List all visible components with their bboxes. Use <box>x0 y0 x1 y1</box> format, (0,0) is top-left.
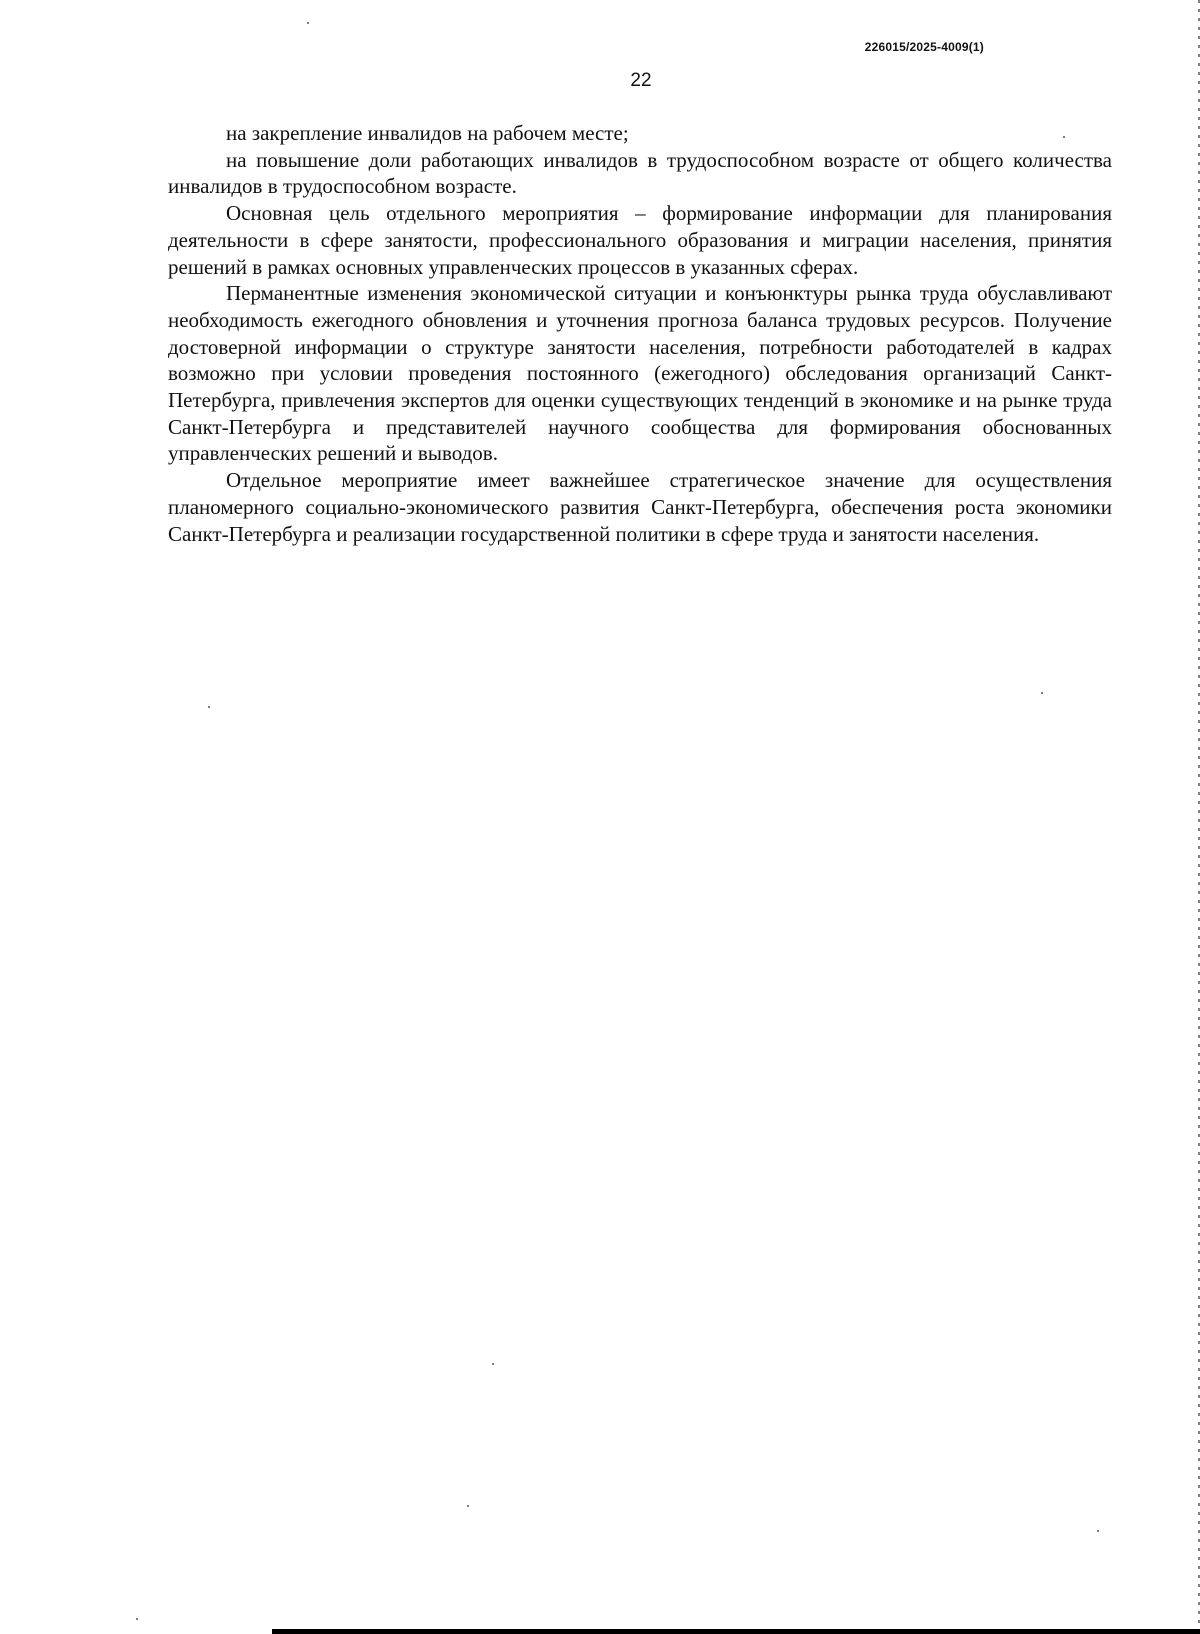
scan-speck <box>1097 1530 1099 1532</box>
paragraph: Основная цель отдельного мероприятия – формирование информации для планирования деятельности в сфере занятости, профессионального образования и миграции населения, принятия решений в рамках основных управленческих процессов в указанных сферах. <box>168 201 1112 279</box>
scan-speck <box>136 1618 138 1620</box>
document-registration-number: 226015/2025-4009(1) <box>864 40 984 54</box>
scan-speck <box>1063 136 1065 138</box>
paragraph: Перманентные изменения экономической ситуации и конъюнктуры рынка труда обуславливают необходимость ежегодного обновления и уточнения прогноза баланса трудовых ресурсов. Получение достоверной информации о структуре занятости населения, потребности работодателей в кадрах возможно при условии проведения постоянного (ежегодного) обследования организаций Санкт-Петербурга, привлечения экспертов для оценки существующих тенденций в экономике и на рынке труда Санкт-Петербурга и представителей научного сообщества для формирования обоснованных управленческих решений и выводов. <box>168 281 1112 466</box>
paragraph: на повышение доли работающих инвалидов в трудоспособном возрасте от общего количества инвалидов в трудоспособном возрасте. <box>168 147 1112 199</box>
scan-speck <box>1041 692 1043 694</box>
paragraph: на закрепление инвалидов на рабочем месте; <box>226 121 629 145</box>
scan-speck <box>208 706 210 708</box>
scan-speck <box>467 1505 469 1507</box>
page-number: 22 <box>630 70 652 91</box>
paragraph: Отдельное мероприятие имеет важнейшее стратегическое значение для осуществления планомерного социально-экономического развития Санкт-Петербурга, обеспечения роста экономики Санкт-Петербурга и реализации государственной политики в сфере труда и занятости населения. <box>168 468 1112 546</box>
scan-bottom-bar <box>272 1629 1200 1634</box>
document-body <box>168 120 1112 547</box>
scan-speck <box>307 22 309 24</box>
scan-speck <box>492 1363 494 1365</box>
